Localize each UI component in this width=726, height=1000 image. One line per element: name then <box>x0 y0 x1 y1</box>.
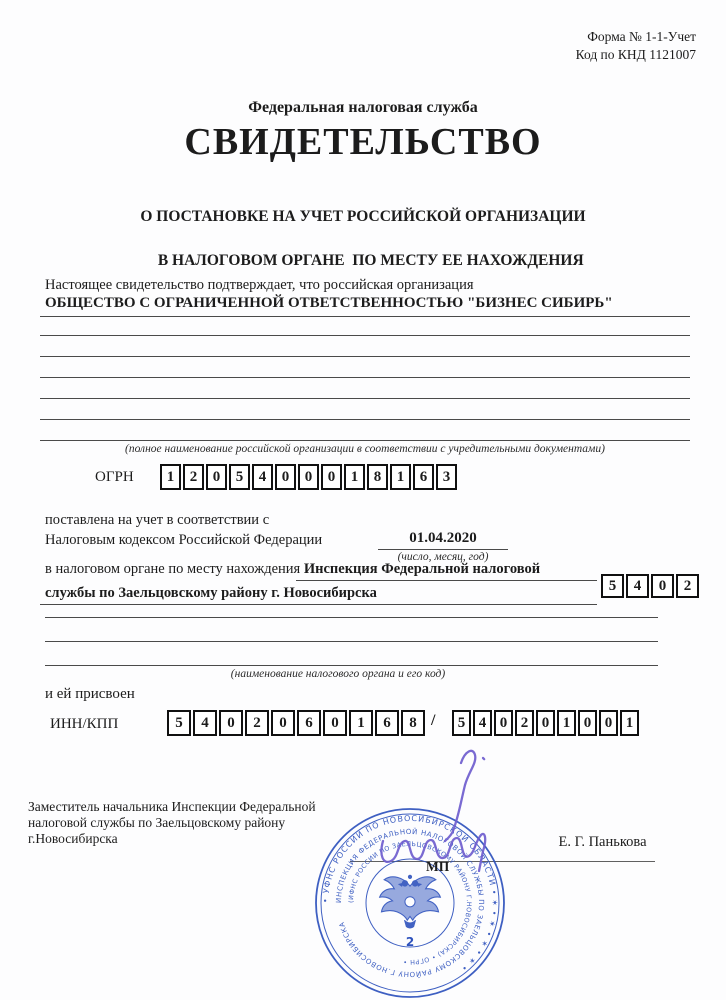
digit-cell: 0 <box>323 710 347 736</box>
digit-cell: 4 <box>473 710 492 736</box>
ogrn-label: ОГРН <box>95 469 134 485</box>
digit-cell: 1 <box>620 710 639 736</box>
authority-underline-2 <box>40 604 597 605</box>
digit-cell: 1 <box>344 464 365 490</box>
authority-name-part-1: Инспекция Федеральной налоговой <box>303 561 541 577</box>
digit-cell: 3 <box>436 464 457 490</box>
blank-line <box>40 440 690 441</box>
authority-name-part-2: службы по Заельцовскому району г. Новосибирска <box>45 585 377 601</box>
digit-cell: 0 <box>321 464 342 490</box>
double-headed-eagle-icon <box>380 875 441 928</box>
blank-line <box>45 617 658 618</box>
date-underline <box>378 549 508 550</box>
form-number: Форма № 1-1-Учет <box>587 29 696 44</box>
digit-cell: 0 <box>651 574 674 598</box>
org-name-caption: (полное наименование российской организации в соответствии с учредительными документами) <box>125 443 605 455</box>
digit-cell: 2 <box>676 574 699 598</box>
stamp-ring-outer-text: • УФНС РОССИИ ПО НОВОСИБИРСКОЙ ОБЛАСТИ • ✶ • ✶ • ✶ • ✶ • <box>320 813 500 974</box>
blank-line <box>40 419 690 420</box>
date-caption: (число, месяц, год) <box>397 551 489 563</box>
digit-cell: 6 <box>413 464 434 490</box>
registered-line-2: Налоговым кодексом Российской Федерации <box>45 532 323 548</box>
digit-cell: 8 <box>401 710 425 736</box>
stamp-place-label: МП <box>426 859 450 874</box>
agency-name: Федеральная налоговая служба <box>248 99 478 116</box>
digit-cell: 0 <box>219 710 243 736</box>
digit-cell: 4 <box>626 574 649 598</box>
digit-cell: 8 <box>367 464 388 490</box>
digit-cell: 0 <box>536 710 555 736</box>
digit-cell: 1 <box>390 464 411 490</box>
digit-cell: 5 <box>167 710 191 736</box>
digit-cell: 0 <box>206 464 227 490</box>
digit-cell: 5 <box>229 464 250 490</box>
stamp-ring-middle-text: ИНСПЕКЦИЯ ФЕДЕРАЛЬНОЙ НАЛОГОВОЙ СЛУЖБЫ ПО ЗАЕЛЬЦОВСКОМУ РАЙОНУ Г.НОВОСИБИРСКА <box>334 827 486 979</box>
inn-digit-boxes <box>167 710 425 736</box>
blank-line <box>45 665 658 666</box>
ogrn-digit-boxes <box>160 464 457 490</box>
assigned-text: и ей присвоен <box>45 686 135 702</box>
blank-line <box>40 335 690 336</box>
subtitle-line-2: В НАЛОГОВОМ ОРГАНЕ ПО МЕСТУ ЕЕ НАХОЖДЕНИЯ <box>157 252 584 269</box>
digit-cell: 0 <box>494 710 513 736</box>
stamp-ring-inner-text: (ИФНС РОССИИ ПО ЗАЕЛЬЦОВСКОМУ РАЙОНУ Г.НОВОСИБИРСКА) • ОГРН • <box>346 839 474 967</box>
digit-cell: 5 <box>601 574 624 598</box>
confirmation-text: Настоящее свидетельство подтверждает, что российская организация <box>45 277 474 293</box>
document-title: СВИДЕТЕЛЬСТВО <box>184 121 542 163</box>
digit-cell: 4 <box>193 710 217 736</box>
digit-cell: 6 <box>297 710 321 736</box>
digit-cell: 0 <box>275 464 296 490</box>
authority-underline-1 <box>296 580 597 581</box>
digit-cell: 0 <box>271 710 295 736</box>
kpp-digit-boxes <box>452 710 639 736</box>
blank-line <box>40 316 690 317</box>
authority-prefix: в налоговом органе по месту нахождения <box>45 561 301 577</box>
authority-caption: (наименование налогового органа и его код) <box>230 668 446 680</box>
digit-cell: 2 <box>245 710 269 736</box>
blank-line <box>45 641 658 642</box>
signer-name: Е. Г. Панькова <box>558 834 647 850</box>
subtitle-line-1: О ПОСТАНОВКЕ НА УЧЕТ РОССИЙСКОЙ ОРГАНИЗАЦИИ <box>140 208 586 225</box>
digit-cell: 1 <box>557 710 576 736</box>
blank-line <box>40 377 690 378</box>
form-reference-block <box>576 28 696 64</box>
digit-cell: 0 <box>298 464 319 490</box>
authority-line-1 <box>45 561 540 578</box>
digit-cell: 2 <box>515 710 534 736</box>
stamp-center-number: 2 <box>405 935 415 949</box>
innkpp-label: ИНН/КПП <box>50 716 119 732</box>
digit-cell: 6 <box>375 710 399 736</box>
authority-code-boxes <box>601 574 699 598</box>
document-subtitle <box>0 206 726 272</box>
digit-cell: 1 <box>160 464 181 490</box>
digit-cell: 0 <box>578 710 597 736</box>
digit-cell: 2 <box>183 464 204 490</box>
registered-line-1: поставлена на учет в соответствии с <box>45 512 270 528</box>
blank-line <box>40 398 690 399</box>
organization-name: ОБЩЕСТВО С ОГРАНИЧЕННОЙ ОТВЕТСТВЕННОСТЬЮ "БИЗНЕС СИБИРЬ" <box>45 295 613 311</box>
digit-cell: 5 <box>452 710 471 736</box>
digit-cell: 0 <box>599 710 618 736</box>
digit-cell: 1 <box>349 710 373 736</box>
registration-date: 01.04.2020 <box>409 530 477 546</box>
signer-title-line-2: налоговой службы по Заельцовскому району <box>28 815 286 830</box>
knd-code: Код по КНД 1121007 <box>575 47 696 62</box>
blank-line <box>40 356 690 357</box>
signer-title-line-3: г.Новосибирска <box>28 831 118 846</box>
digit-cell: 4 <box>252 464 273 490</box>
signer-title-line-1: Заместитель начальника Инспекции Федеральной <box>28 799 316 814</box>
innkpp-separator: / <box>431 712 436 729</box>
